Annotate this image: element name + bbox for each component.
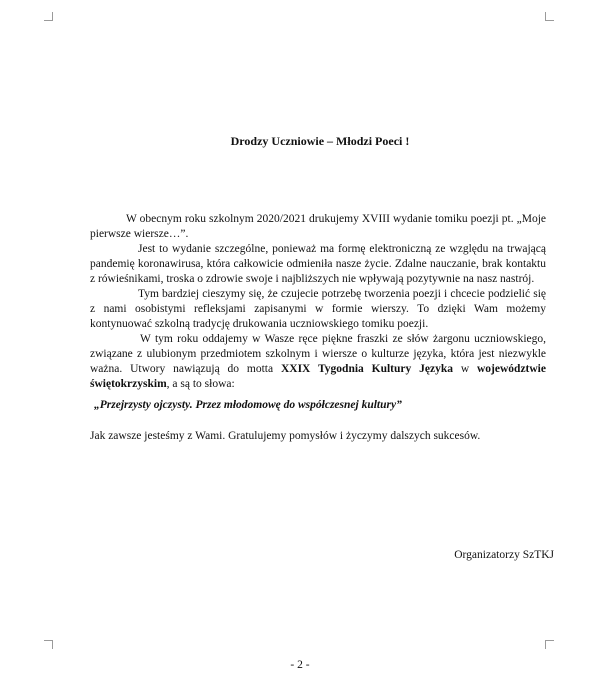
motto-quote: „Przejrzysty ojczysty. Przez młodomowę do współczesnej kultury”	[94, 399, 402, 411]
letter-body	[90, 212, 546, 444]
paragraph-edition: W obecnym roku szkolnym 2020/2021 drukujemy XVIII wydanie tomiku poezji pt. „Moje pierwsze wiersze…”.	[90, 213, 546, 240]
crop-mark-top-left	[44, 12, 53, 21]
letter-title: Drodzy Uczniowie – Młodzi Poeci !	[230, 134, 410, 148]
event-name: XXIX Tygodnia Kultury Języka	[280, 363, 453, 375]
motto-intro-mid: w	[452, 363, 477, 375]
page-number: - 2 -	[290, 659, 310, 671]
region-name: województwie świętokrzyskim	[90, 363, 546, 390]
crop-mark-top-right	[545, 12, 554, 21]
paragraph-motto-intro	[90, 332, 546, 392]
paragraph-pandemic: Jest to wydanie szczególne, ponieważ ma formę elektroniczną ze względu na trwającą pandemię koronawirusa, która całkowicie odmieniła nasze życie. Zdalne nauczanie, brak kontaktu z rówieśnikami, troska o zdrowie swoje i najbliższych nie wpływają pozytywnie na nasz nastrój.	[90, 243, 546, 285]
paragraph-closing: Jak zawsze jesteśmy z Wami. Gratulujemy pomysłów i życzymy dalszych sukcesów.	[90, 430, 481, 442]
paragraph-tradition: Tym bardziej cieszymy się, że czujecie potrzebę tworzenia poezji i chcecie podzielić się z nami osobistymi refleksjami zapisanymi w formie wierszy. To dzięki Wam możemy kontynuować szkolną tradycję drukowania uczniowskiego tomiku poezji.	[90, 288, 546, 330]
motto-intro-end: , a są to słowa:	[166, 378, 235, 390]
motto-intro-start: W tym roku oddajemy w Wasze ręce piękne fraszki ze słów żargonu uczniowskiego, związane z ulubionym przedmiotem szkolnym i wiersze o kulturze języka, która jest niezwykle ważna. Utwory nawiązują do motta	[90, 333, 546, 375]
crop-mark-bottom-right	[545, 640, 554, 649]
signature: Organizatorzy SzTKJ	[454, 549, 554, 561]
crop-mark-bottom-left	[44, 640, 53, 649]
